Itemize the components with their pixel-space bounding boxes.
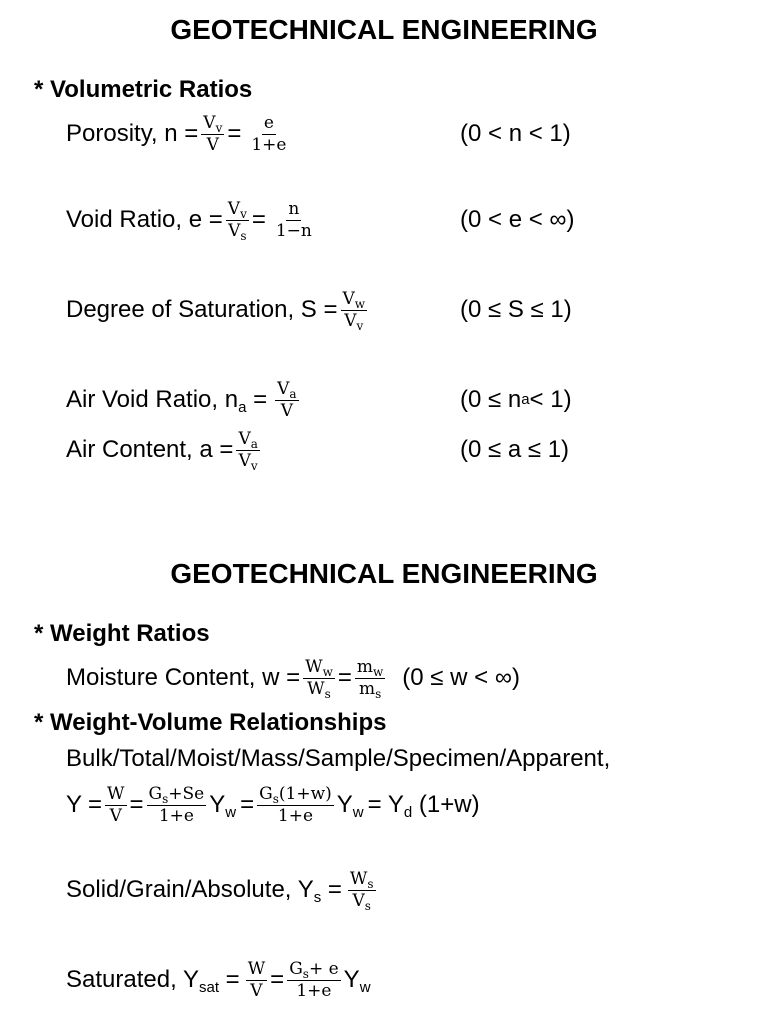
air-content-range: (0 ≤ a ≤ 1) (460, 436, 570, 463)
fraction-gs-se-over-1pe: $\frac{G_s+Se}{1+e}$ (148, 783, 205, 826)
moisture-label: Moisture Content, w = (66, 664, 301, 691)
saturated-label: Saturated, $Y_{sat}$ = (66, 966, 240, 996)
bulk-unit-weight-text: Bulk/Total/Moist/Mass/Sample/Specimen/Apparent, (66, 745, 611, 772)
fraction-mw-over-ms: $\frac{m_w}{m_s}$ (356, 656, 384, 701)
equals-sign: = (251, 206, 266, 233)
formula-saturated-unit-weight (66, 950, 371, 1010)
saturation-range: (0 ≤ S ≤ 1) (460, 296, 572, 323)
saturation-label: Degree of Saturation, S = (66, 296, 338, 323)
air-content-label: Air Content, a = (66, 436, 234, 463)
porosity-range: (0 < n < 1) (460, 120, 571, 147)
air-void-ratio-range: (0 ≤ n a < 1) (460, 386, 572, 413)
gamma-w: $Y_w$ (343, 966, 371, 996)
equals-sign: = (270, 966, 285, 993)
equals-sign: = (337, 664, 352, 691)
fraction-w-over-v: $\frac{W}{V}$ (107, 783, 125, 826)
gamma-w: $Y_w$ (336, 791, 364, 821)
fraction-ws-over-vs: $\frac{W_s}{V_s}$ (349, 868, 374, 913)
formula-solid-unit-weight (66, 860, 379, 920)
page-title: GEOTECHNICAL ENGINEERING (170, 14, 598, 45)
formula-void-ratio (66, 190, 317, 250)
formula-moisture-content (66, 648, 520, 708)
gamma-symbol: Y (66, 791, 83, 818)
fraction-ww-over-ws: $\frac{W_w}{W_s}$ (305, 656, 333, 701)
formula-saturation (66, 280, 370, 340)
void-ratio-range: (0 < e < ∞) (460, 206, 575, 233)
fraction-va-over-v: $\frac{V_a}{V}$ (277, 378, 297, 421)
page-title-2: GEOTECHNICAL ENGINEERING (170, 558, 598, 589)
fraction-vv-over-v: $\frac{V_v}{V}$ (203, 112, 223, 155)
section-heading-volumetric: * Volumetric Ratios (34, 76, 253, 103)
formula-air-content (66, 420, 263, 480)
fraction-e-over-1pe: $\frac{e}{1+e}$ (251, 112, 287, 155)
fraction-n-over-1mn: $\frac{n}{1-n}$ (275, 198, 312, 241)
section-heading-weight-ratios: * Weight Ratios (34, 620, 210, 647)
gamma-d-expression: = $Y_d$ (1+w) (367, 791, 480, 821)
fraction-vv-over-vs: $\frac{V_v}{V_s}$ (227, 198, 247, 243)
equals-sign: = (240, 791, 255, 818)
equals-sign: = (129, 791, 144, 818)
gamma-w: $Y_w$ (209, 791, 237, 821)
porosity-label: Porosity, n = (66, 120, 199, 147)
formula-bulk-unit-weight (66, 775, 480, 835)
equals-sign: = (88, 791, 103, 818)
moisture-range: (0 ≤ w < ∞) (402, 664, 520, 691)
fraction-vw-over-vv: $\frac{V_w}{V_v}$ (342, 288, 366, 333)
formula-porosity (66, 104, 291, 164)
void-ratio-label: Void Ratio, e = (66, 206, 223, 233)
fraction-gs-1pw-over-1pe: $\frac{G_s(1+w)}{1+e}$ (259, 783, 332, 826)
section-heading-weight-volume: * Weight-Volume Relationships (34, 709, 387, 736)
fraction-w-over-v: $\frac{W}{V}$ (247, 958, 266, 1001)
air-void-ratio-label: Air Void Ratio, $n_a$ = (66, 386, 268, 416)
fraction-gs-pe-over-1pe: $\frac{G_s+ e}{1+e}$ (289, 958, 339, 1001)
fraction-va-over-vv: $\frac{V_a}{V_v}$ (238, 428, 258, 473)
solid-label: Solid/Grain/Absolute, $Y_s$ = (66, 876, 342, 906)
equals-sign: = (227, 120, 242, 147)
